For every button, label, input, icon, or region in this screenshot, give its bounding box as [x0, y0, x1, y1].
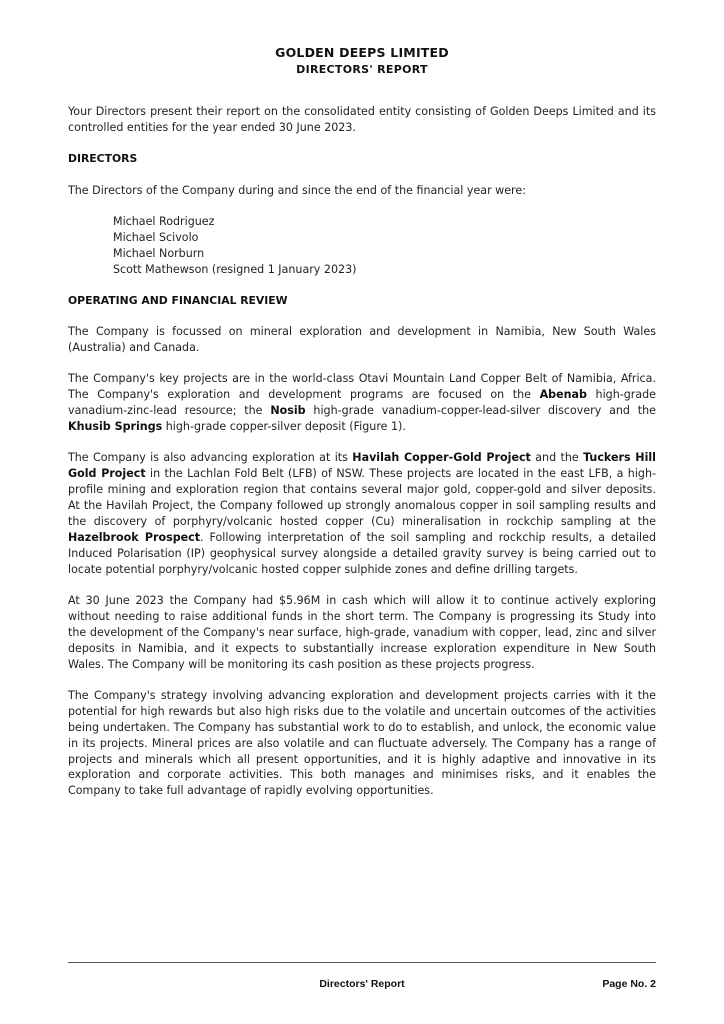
project-name-tuckers-hill: Tuckers Hill Gold Project — [68, 451, 656, 481]
director-name: Michael Scivolo — [113, 230, 199, 244]
review-heading: OPERATING AND FINANCIAL REVIEW — [68, 293, 288, 307]
text-run: high-grade vanadium-zinc-lead resource; the — [68, 388, 657, 418]
director-name: Michael Rodriguez — [113, 214, 215, 228]
footer-section-title: Directors' Report — [319, 978, 405, 990]
review-paragraph-3 — [68, 450, 656, 577]
directors-list — [113, 214, 656, 278]
report-title: DIRECTORS' REPORT — [296, 63, 428, 76]
review-paragraph-1: The Company is focussed on mineral exploration and development in Namibia, New South Wales (Australia) and Canada. — [68, 325, 656, 355]
text-run: and the — [530, 451, 584, 465]
directors-heading: DIRECTORS — [68, 152, 138, 166]
review-paragraph-4: At 30 June 2023 the Company had $5.96M in cash which will allow it to continue actively exploring without needing to raise additional funds in the short term. The Company is progressing its Study into the development of the Company's near surface, high-grade, vanadium with copper, lead, zinc and silver deposits in Namibia, and it expects to substantially increase exploration expenditure in New South Wales. The Company will be monitoring its cash position as these projects progress. — [68, 593, 656, 671]
review-paragraph-2 — [68, 371, 656, 435]
director-name: Scott Mathewson (resigned 1 January 2023) — [113, 262, 357, 276]
project-name-havilah: Havilah Copper-Gold Project — [352, 451, 531, 465]
text-run: The Company's key projects are in the world-class Otavi Mountain Land Copper Belt of Namibia, Africa. The Company's exploration and development programs are focused on the — [68, 372, 656, 402]
footer-page-number: Page No. 2 — [602, 978, 656, 990]
report-body — [68, 104, 656, 815]
text-run: high-grade copper-silver deposit (Figure 1). — [162, 420, 406, 434]
intro-paragraph: Your Directors present their report on the consolidated entity consisting of Golden Deeps Limited and its controlled entities for the year ended 30 June 2023. — [68, 105, 656, 134]
text-run: The Company is also advancing exploration at its — [68, 451, 353, 465]
text-run: high-grade vanadium-copper-lead-silver discovery and the — [305, 404, 657, 418]
directors-lead: The Directors of the Company during and since the end of the financial year were: — [68, 183, 526, 197]
project-name-nosib: Nosib — [270, 404, 306, 418]
prospect-name-hazelbrook: Hazelbrook Prospect — [68, 530, 201, 544]
footer-divider — [68, 962, 656, 963]
director-name: Michael Norburn — [113, 246, 205, 260]
project-name-khusib-springs: Khusib Springs — [68, 420, 163, 434]
text-run: . Following interpretation of the soil sampling and rockchip results, a detailed Induced Polarisation (IP) geophysical survey alongside a detailed gravity survey is being carried out to locate potential porphyry/volcanic hosted copper sulphide zones and define drilling targets. — [68, 530, 656, 576]
company-title: GOLDEN DEEPS LIMITED — [275, 45, 449, 60]
review-paragraph-5: The Company's strategy involving advancing exploration and development projects carries with it the potential for high rewards but also high risks due to the volatile and uncertain outcomes of the activities being undertaken. The Company has substantial work to do to establish, and unlock, the economic value in its projects. Mineral prices are also volatile and can fluctuate adversely. The Company has a range of projects and minerals which all present opportunities, and it is highly adaptive and innovative in its exploration and corporate activities. This both manages and minimises risks, and it enables the Company to take full advantage of rapidly evolving opportunities. — [68, 688, 656, 798]
project-name-abenab: Abenab — [539, 388, 587, 402]
text-run: in the Lachlan Fold Belt (LFB) of NSW. These projects are located in the east LFB, a high-profile mining and exploration region that contains several major gold, copper-gold and silver deposits. At the Havilah Project, the Company followed up strongly anomalous copper in soil sampling results and the discovery of porphyry/volcanic hosted copper (Cu) mineralisation in rockchip sampling at the — [68, 467, 656, 528]
